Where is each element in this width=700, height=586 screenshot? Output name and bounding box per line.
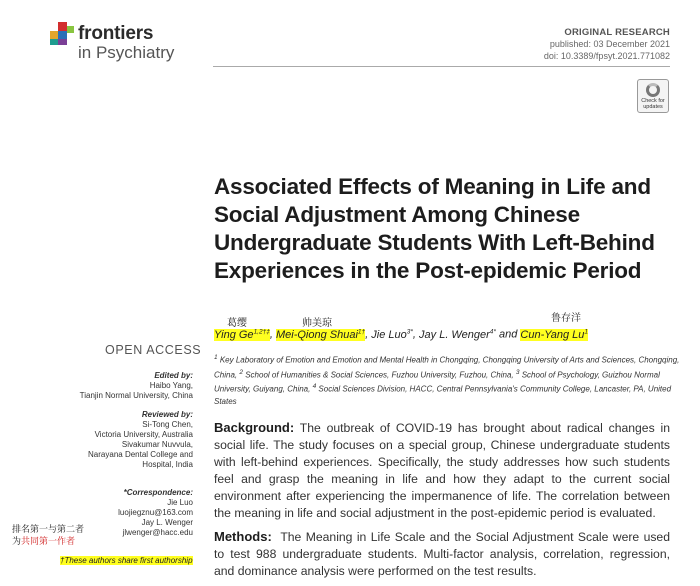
reviewer-line: Si-Tong Chen, xyxy=(142,420,193,429)
author-1[interactable]: Ying $Ge^{1,2\dagger\ddagger}$ xyxy=(214,328,270,341)
author-2[interactable]: Mei-Qiong Shuai$^{1\dagger}$ xyxy=(275,328,366,341)
reviewed-by-section xyxy=(88,410,193,470)
correspondence-section xyxy=(118,488,193,538)
abstract xyxy=(214,419,670,586)
correspondent-email[interactable]: jlwenger@hacc.edu xyxy=(122,528,193,537)
reviewer-line: Sivakumar Nuvvula, xyxy=(121,440,193,449)
abstract-methods: Methods: The Meaning in Life Scale and the Social Adjustment Scale were used to test 988 undergraduate students. Multi-factor analysis, correlation, regression, and dominance analysis were performed on the test results. xyxy=(214,529,670,578)
header-divider xyxy=(213,66,670,67)
methods-label: Methods: xyxy=(214,529,272,544)
correspondent-email[interactable]: luojiegznu@163.com xyxy=(118,508,193,517)
co-first-author-annotation: 排名第一与第二者 为共同第一作者 xyxy=(12,524,100,548)
editor-affiliation: Tianjin Normal University, China xyxy=(79,391,193,400)
edited-by-section xyxy=(80,371,193,401)
reviewer-line: Hospital, India xyxy=(142,460,193,469)
journal-logo xyxy=(78,24,174,61)
reviewed-by-label: Reviewed by: xyxy=(141,410,193,419)
article-title: Associated Effects of Meaning in Life and Social Adjustment Among Chinese Undergraduate Students With Left-Behind Experiences in the Post-epidemic Period xyxy=(214,174,655,283)
journal-name: frontiers xyxy=(78,23,154,44)
author-3[interactable]: Jie Luo$^{3*}$ xyxy=(371,328,413,341)
correspondent-name: Jay L. Wenger xyxy=(141,518,193,527)
author-5[interactable]: Cun-Yang Lu$^1$ xyxy=(520,328,589,341)
doi: doi: 10.3389/fpsyt.2021.771082 xyxy=(543,51,670,61)
affiliations: $^1$ Key Laboratory of Emotion and Emotion and Mental Health in Chongqing, Chongqing University of Arts and Sciences, Chongqing, China, $^2$ School of Humanities & Social Sciences, Fuzhou University, Fuzhou, China, $^3$ School of Psychology, Guizhou Normal University, Guiyang, China, $^4$ Social Sciences Division, HACC, Central Pennsylvania's Community College, Lancaster, PA, United States xyxy=(214,354,680,406)
frontiers-logo-icon xyxy=(50,22,76,46)
background-label: Background: xyxy=(214,420,295,435)
correspondence-label: *Correspondence: xyxy=(123,488,193,497)
open-access-label: OPEN ACCESS xyxy=(105,343,202,357)
author-4[interactable]: Jay L. Wenger$^{4*}$ xyxy=(419,328,496,341)
correspondent-name: Jie Luo xyxy=(167,498,193,507)
abstract-background: Background: The outbreak of COVID-19 has brought about radical changes in social life. The study focuses on a special group, Chinese undergraduate students with left-behind experiences. Specifically, the study addresses how such students feel and grasp the meaning in life and how they adapt to the current social environment after experiencing the impermanence of life. The correlation between the meaning in life and social adjustment in the post-epidemic period is evaluated. xyxy=(214,420,670,520)
journal-subtitle: in Psychiatry xyxy=(78,43,175,62)
check-updates-label: Check for updates xyxy=(641,98,665,110)
shared-authorship-note: †These authors share first authorship xyxy=(60,556,193,565)
reviewer-line: Victoria University, Australia xyxy=(94,430,193,439)
edited-by-label: Edited by: xyxy=(154,371,193,380)
author-list: Ying $Ge^{1,2\dagger\ddagger}$, Mei-Qiong Shuai$^{1\dagger}$, Jie Luo$^{3*}$, Jay L. Wenger$^{4*}$ and Cun-Yang Lu$^1$ xyxy=(214,328,589,341)
update-icon xyxy=(646,83,660,97)
reviewer-line: Narayana Dental College and xyxy=(88,450,193,459)
article-header xyxy=(544,27,670,62)
annotation-author-2: 帅美琼 xyxy=(299,314,335,329)
annotation-author-1: 葛缨 xyxy=(224,314,250,329)
annotation-author-5: 鲁存洋 xyxy=(548,309,584,324)
published-date: published: 03 December 2021 xyxy=(549,39,670,49)
editor-name: Haibo Yang, xyxy=(149,381,193,390)
article-type: ORIGINAL RESEARCH xyxy=(564,27,670,38)
check-for-updates-button[interactable] xyxy=(637,79,669,113)
